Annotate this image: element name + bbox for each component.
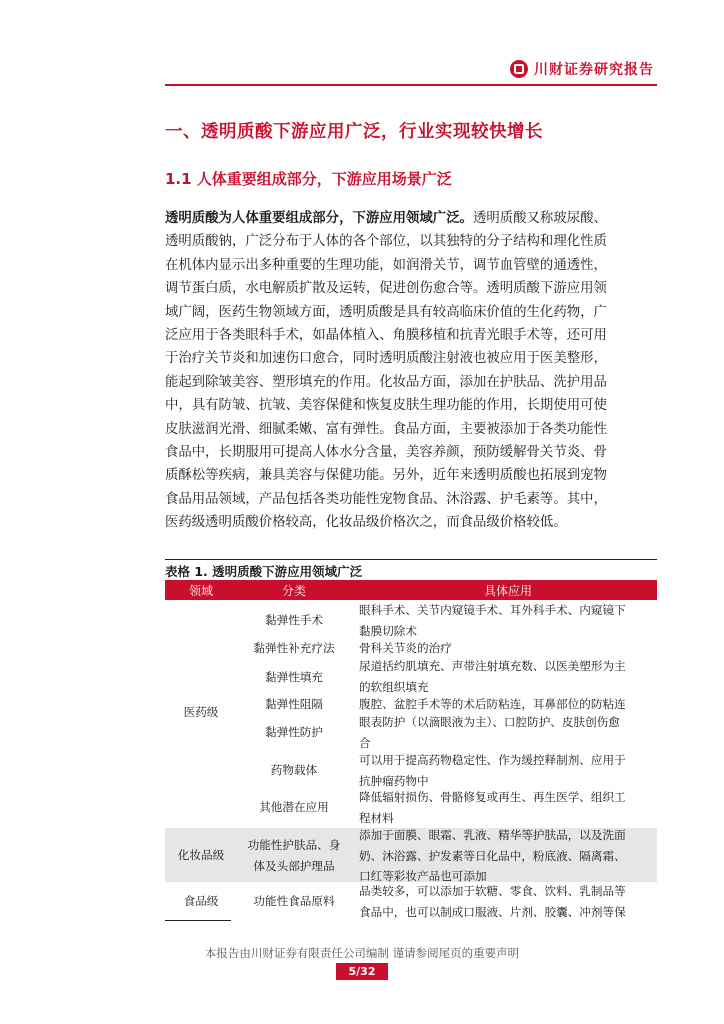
detail-line: 黏膜切除术 (359, 623, 417, 638)
detail-line: 添加于面膜、眼霜、乳液、精华等护肤品，以及洗面 (359, 828, 626, 842)
paragraph-line: 能起到除皱美容、塑形填充的作用。化妆品方面，添加在护肤品、洗护用品 (165, 374, 607, 390)
paragraph-lead: 透明质酸为人体重要组成部分，下游应用领域广泛。 (165, 210, 473, 226)
paragraph-line: 域广阔，医药生物领域方面，透明质酸是具有较高临床价值的生化药物，广 (165, 304, 607, 320)
table-row-category: 黏弹性防护 (265, 725, 323, 739)
paragraph-line: 调节蛋白质，水电解质扩散及运转，促进创伤愈合等。透明质酸下游应用领 (165, 281, 607, 297)
paragraph-line: 食品用品领域，产品包括各类功能性宠物食品、沐浴露、护毛素等。其中， (165, 491, 607, 507)
table-row-detail (359, 750, 657, 791)
detail-line: 可以用于提高药物稳定性、作为缓控释制剂、应用于 (359, 753, 626, 767)
table-header-category: 分类 (281, 584, 306, 598)
table-row-category: 功能性食品原料 (253, 894, 335, 908)
brand-logo-icon (510, 60, 528, 78)
body-paragraph (165, 207, 657, 535)
table-row-detail (359, 787, 657, 828)
paragraph-line: 医药级透明质酸价格较高，化妆品级价格次之，而食品级价格较低。 (165, 515, 567, 531)
table-row-category: 其他潜在应用 (259, 800, 329, 814)
table-row-category: 黏弹性填充 (265, 670, 323, 684)
table-top-rule (165, 559, 657, 560)
table-row-category: 黏弹性手术 (265, 613, 323, 627)
paragraph-line: 中，具有防皱、抗皱、美容保健和恢复皮肤生理功能的作用，长期使用可使 (165, 398, 607, 414)
detail-line: 口红等彩妆产品也可添加 (359, 869, 487, 883)
paragraph-line: 质酥松等疾病，兼具美容与保健功能。另外，近年来透明质酸也拓展到宠物 (165, 468, 607, 484)
paragraph-line: 透明质酸钠，广泛分布于人体的各个部位，以其独特的分子结构和理化性质 (165, 234, 607, 250)
group-cosmetic: 化妆品级 (177, 848, 225, 862)
table-header-row (165, 580, 657, 600)
table-row-detail (359, 881, 657, 922)
detail-line: 的软组织填充 (359, 679, 429, 694)
paragraph-line-start: 透明质酸又称玻尿酸、 (472, 211, 607, 226)
subsection-heading: 1.1 人体重要组成部分，下游应用场景广泛 (165, 170, 452, 188)
paragraph-line: 在机体内显示出多种重要的生理功能，如润滑关节，调节血管壁的通透性， (165, 257, 607, 273)
detail-line: 品类较多，可以添加于软糖、零食、饮料、乳制品等 (359, 884, 626, 898)
detail-line: 腹腔、盆腔手术等的术后防粘连，耳鼻部位的防粘连 (359, 697, 626, 711)
detail-line: 尿道括约肌填充、声带注射填充数、以医美塑形为主 (359, 659, 626, 673)
footer-disclaimer: 本报告由川财证券有限责任公司编制 谨请参阅尾页的重要声明 (204, 946, 520, 960)
table-bottom-rule (165, 920, 231, 921)
paragraph-line: 于治疗关节炎和加速伤口愈合，同时透明质酸注射液也被应用于医美整形， (165, 351, 607, 367)
table-row-category: 黏弹性补充疗法 (253, 641, 335, 655)
page-number-badge: 5/32 (336, 963, 388, 980)
detail-line: 骨科关节炎的治疗 (359, 641, 452, 655)
table-row-detail (359, 600, 657, 641)
table-row-category (237, 835, 351, 876)
paragraph-line: 皮肤滋润光滑、细腻柔嫩、富有弹性。食品方面，主要被添加于各类功能性 (165, 421, 607, 437)
table-row-category: 药物载体 (270, 763, 318, 777)
header-divider (165, 84, 657, 86)
paragraph-line: 泛应用于各类眼科手术，如晶体植入、角膜移植和抗青光眼手术等，还可用 (165, 328, 607, 344)
category-line: 功能性护肤品、身 (247, 838, 341, 852)
header-brand: 川财证券研究报告 (534, 62, 654, 78)
table-row-category: 黏弹性阻隔 (265, 697, 323, 711)
detail-line: 抗肿瘤药物中 (359, 773, 429, 788)
detail-line: 眼表防护（以滴眼液为主）、口腔防护、皮肤创伤愈 (359, 715, 620, 729)
table-row-detail (359, 656, 657, 697)
table-header-domain: 领域 (188, 584, 213, 598)
detail-line: 眼科手术、关节内窥镜手术、耳外科手术、内窥镜下 (359, 603, 626, 617)
detail-line: 奶、沐浴露、护发素等日化品中，粉底液、隔离霜、 (359, 848, 626, 863)
paragraph-line (165, 207, 657, 230)
table-header-application: 具体应用 (483, 584, 532, 598)
section-heading: 一、透明质酸下游应用广泛，行业实现较快增长 (165, 122, 543, 142)
table-row-detail (359, 712, 657, 753)
detail-line: 程材料 (359, 810, 394, 825)
group-food: 食品级 (183, 894, 219, 908)
detail-line: 食品中，也可以制成口服液、片剂、胶囊、冲剂等保 (359, 904, 626, 919)
detail-line: 合 (359, 735, 371, 750)
paragraph-line: 食品中，长期服用可提高人体水分含量，美容养颜，预防缓解骨关节炎、骨 (165, 445, 607, 461)
table-row-detail (359, 825, 657, 887)
category-line: 体及头部护理品 (253, 858, 335, 873)
group-medical: 医药级 (183, 705, 219, 719)
detail-line: 降低辐射损伤、骨骼修复或再生、再生医学、组织工 (359, 790, 626, 804)
table-caption: 表格 1. 透明质酸下游应用领域广泛 (165, 564, 363, 579)
